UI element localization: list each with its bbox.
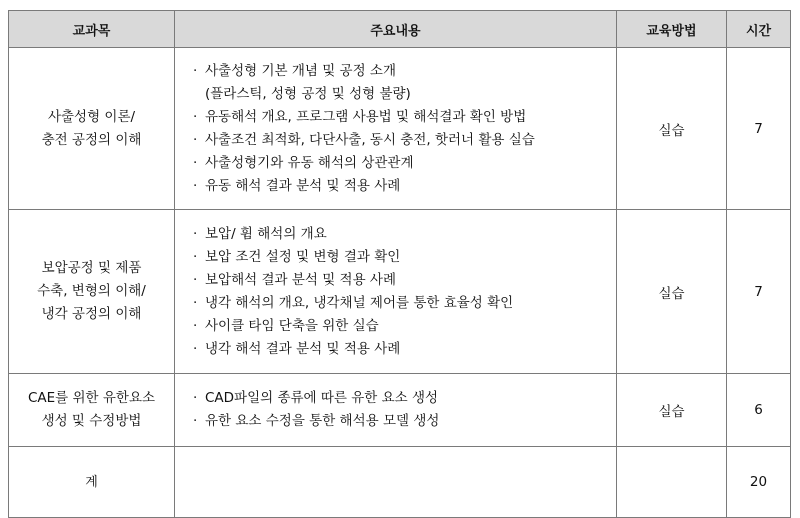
list-item-text: CAD파일의 종류에 따른 유한 요소 생성 <box>205 390 439 406</box>
list-item-text: 보압해석 결과 분석 및 적용 사례 <box>205 271 396 288</box>
subject-line: 보압공정 및 제품 <box>41 260 142 276</box>
contents-cell <box>175 48 617 210</box>
list-item-text: 보압/ 휨 해석의 개요 <box>205 225 327 242</box>
subject-cell <box>9 374 175 447</box>
hours-cell: 7 <box>727 48 791 210</box>
header-method: 교육방법 <box>617 11 727 48</box>
header-row <box>9 11 791 48</box>
header-hours: 시간 <box>727 11 791 48</box>
method-cell: 실습 <box>617 210 727 374</box>
bullet-mark: · <box>193 271 198 288</box>
list-item <box>193 83 616 106</box>
list-item-text: 보압 조건 설정 및 변형 결과 확인 <box>205 248 401 265</box>
method-cell: 실습 <box>617 374 727 447</box>
total-label: 계 <box>9 447 175 518</box>
list-item-text: 유동해석 개요, 프로그램 사용법 및 해석결과 확인 방법 <box>205 108 527 125</box>
hours-cell: 7 <box>727 210 791 374</box>
total-hours: 20 <box>727 447 791 518</box>
subject-line: CAE를 위한 유한요소 <box>27 390 156 406</box>
subject-line: 수축, 변형의 이해/ <box>37 283 146 299</box>
list-item-text: 냉각 해석의 개요, 냉각채널 제어를 통한 효율성 확인 <box>205 294 514 311</box>
bullet-mark: · <box>193 62 198 79</box>
list-item-text: 냉각 해석 결과 분석 및 적용 사례 <box>205 340 401 357</box>
bullet-mark: · <box>193 340 198 357</box>
subject-cell <box>9 48 175 210</box>
list-item-text: 사이클 타임 단축을 위한 실습 <box>205 317 379 334</box>
bullet-mark: · <box>193 225 198 242</box>
bullet-mark: · <box>193 248 198 265</box>
list-item-text: 사출성형 기본 개념 및 공정 소개 <box>205 62 396 79</box>
method-cell: 실습 <box>617 48 727 210</box>
table-row <box>9 48 791 210</box>
list-item <box>193 106 616 129</box>
list-item <box>193 387 616 410</box>
list-item <box>193 338 616 361</box>
list-item <box>193 223 616 246</box>
subject-line: 사출성형 이론/ <box>47 108 136 125</box>
list-item <box>193 129 616 152</box>
list-item <box>193 269 616 292</box>
contents-cell <box>175 374 617 447</box>
list-item-text: 유한 요소 수정을 통한 해석용 모델 생성 <box>205 413 440 429</box>
list-item-text: 사출성형기와 유동 해석의 상관관계 <box>205 154 414 171</box>
contents-cell <box>175 210 617 374</box>
bullet-mark: · <box>193 413 198 429</box>
subject-line: 충전 공정의 이해 <box>41 131 142 148</box>
list-item <box>193 60 616 83</box>
contents-list <box>193 60 616 198</box>
list-item <box>193 410 616 433</box>
hours-cell: 6 <box>727 374 791 447</box>
bullet-mark: · <box>193 317 198 334</box>
bullet-mark: · <box>193 294 198 311</box>
curriculum-table <box>8 10 791 518</box>
contents-list <box>193 223 616 361</box>
bullet-mark: · <box>193 131 198 148</box>
list-item <box>193 175 616 198</box>
list-item-text: 사출조건 최적화, 다단사출, 동시 충전, 핫러너 활용 실습 <box>205 131 535 148</box>
bullet-mark: · <box>193 154 198 171</box>
list-item <box>193 292 616 315</box>
list-item <box>193 152 616 175</box>
table-row <box>9 374 791 447</box>
bullet-mark: · <box>193 177 198 194</box>
table-row <box>9 210 791 374</box>
bullet-mark: · <box>193 390 198 406</box>
subject-line: 생성 및 수정방법 <box>41 413 142 429</box>
subject-line: 냉각 공정의 이해 <box>41 306 142 322</box>
list-item-text: 유동 해석 결과 분석 및 적용 사례 <box>205 177 401 194</box>
list-item-text: (플라스틱, 성형 공정 및 성형 불량) <box>205 85 411 102</box>
header-contents: 주요내용 <box>175 11 617 48</box>
contents-list <box>193 387 616 433</box>
subject-cell <box>9 210 175 374</box>
list-item <box>193 315 616 338</box>
header-subject: 교과목 <box>9 11 175 48</box>
list-item <box>193 246 616 269</box>
bullet-mark: · <box>193 108 198 125</box>
